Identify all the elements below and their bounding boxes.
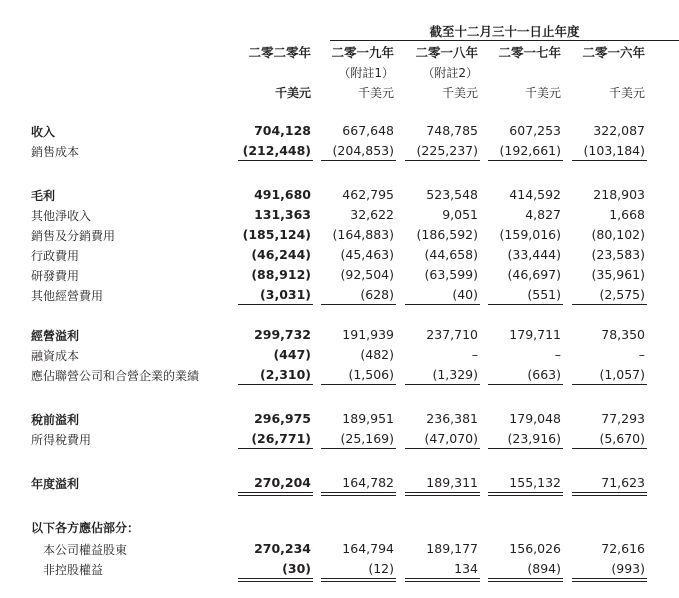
row-value: (63,599)	[424, 267, 478, 282]
row-value: (35,961)	[591, 267, 645, 282]
row-value: –	[471, 347, 478, 362]
row-value: 164,794	[342, 541, 394, 556]
total-double-rule	[321, 492, 396, 493]
row-label: 銷售成本	[31, 145, 80, 159]
total-double-rule	[572, 495, 647, 496]
total-double-rule	[572, 578, 647, 579]
row-value: –	[638, 347, 645, 362]
total-double-rule	[321, 578, 396, 579]
row-label: 研發費用	[31, 269, 80, 283]
row-value: (46,697)	[507, 267, 561, 282]
subtotal-rule	[238, 448, 313, 449]
row-label: 所得稅費用	[31, 433, 92, 447]
subtotal-rule	[405, 304, 480, 305]
row-value: (186,592)	[416, 227, 478, 242]
total-double-rule	[572, 581, 647, 582]
row-value: (40)	[452, 287, 478, 302]
row-value: (1,057)	[599, 367, 645, 382]
row-label: 非控股權益	[43, 563, 104, 577]
subtotal-rule	[405, 160, 480, 161]
subtotal-rule	[488, 448, 563, 449]
row-value: (47,070)	[424, 431, 478, 446]
row-label: 以下各方應佔部分：	[31, 521, 140, 535]
total-double-rule	[488, 581, 563, 582]
row-value: 189,951	[342, 411, 394, 426]
total-double-rule	[238, 495, 313, 496]
row-value: (103,184)	[583, 143, 645, 158]
subtotal-rule	[405, 448, 480, 449]
row-value: (46,244)	[251, 247, 311, 262]
total-double-rule	[488, 495, 563, 496]
row-value: 218,903	[593, 187, 645, 202]
total-double-rule	[238, 578, 313, 579]
row-value: 748,785	[426, 123, 478, 138]
row-value: –	[554, 347, 561, 362]
row-value: (44,658)	[424, 247, 478, 262]
total-double-rule	[238, 581, 313, 582]
row-label: 其他經營費用	[31, 289, 104, 303]
row-value: 189,177	[426, 541, 478, 556]
row-value: 164,782	[342, 475, 394, 490]
row-value: 296,975	[254, 411, 311, 426]
row-label: 年度溢利	[31, 477, 80, 491]
total-double-rule	[405, 578, 480, 579]
row-value: 77,293	[601, 411, 645, 426]
row-value: (993)	[611, 561, 645, 576]
total-double-rule	[488, 492, 563, 493]
subtotal-rule	[488, 160, 563, 161]
total-double-rule	[405, 581, 480, 582]
subtotal-rule	[238, 304, 313, 305]
row-value: 704,128	[254, 123, 311, 138]
row-label: 本公司權益股東	[43, 543, 128, 557]
row-value: 607,253	[509, 123, 561, 138]
row-value: 179,048	[509, 411, 561, 426]
subtotal-rule	[572, 448, 647, 449]
column-unit-0: 千美元	[274, 86, 311, 100]
row-value: 237,710	[426, 327, 478, 342]
row-value: 270,204	[254, 475, 311, 490]
total-double-rule	[405, 492, 480, 493]
row-value: (30)	[282, 561, 311, 576]
row-value: (225,237)	[416, 143, 478, 158]
row-value: (45,463)	[340, 247, 394, 262]
subtotal-rule	[321, 160, 396, 161]
subtotal-rule	[321, 304, 396, 305]
column-year-0: 二零二零年	[248, 45, 311, 60]
row-value: (5,670)	[599, 431, 645, 446]
row-value: 1,668	[609, 207, 645, 222]
column-note-2: （附註2）	[422, 66, 478, 80]
row-value: 131,363	[254, 207, 311, 222]
row-value: (92,504)	[340, 267, 394, 282]
row-value: (164,883)	[332, 227, 394, 242]
row-value: 4,827	[525, 207, 561, 222]
row-value: 71,623	[601, 475, 645, 490]
row-value: 78,350	[601, 327, 645, 342]
row-value: 189,311	[426, 475, 478, 490]
subtotal-rule	[321, 448, 396, 449]
row-label: 融資成本	[31, 349, 80, 363]
subtotal-rule	[572, 384, 647, 385]
column-unit-1: 千美元	[357, 86, 394, 100]
row-value: 156,026	[509, 541, 561, 556]
row-value: (204,853)	[332, 143, 394, 158]
row-value: 322,087	[593, 123, 645, 138]
row-value: (25,169)	[340, 431, 394, 446]
row-label: 收入	[31, 125, 56, 139]
row-value: 236,381	[426, 411, 478, 426]
row-label: 稅前溢利	[31, 413, 80, 427]
row-value: 299,732	[254, 327, 311, 342]
row-value: (192,661)	[499, 143, 561, 158]
row-value: (3,031)	[260, 287, 311, 302]
row-value: (23,583)	[591, 247, 645, 262]
row-value: (1,506)	[348, 367, 394, 382]
row-value: 155,132	[509, 475, 561, 490]
subtotal-rule	[321, 384, 396, 385]
row-value: (894)	[527, 561, 561, 576]
row-value: (88,912)	[251, 267, 311, 282]
row-value: (551)	[527, 287, 561, 302]
row-label: 毛利	[31, 189, 56, 203]
row-value: (12)	[368, 561, 394, 576]
row-label: 經營溢利	[31, 329, 80, 343]
row-value: 179,711	[509, 327, 561, 342]
row-value: (23,916)	[507, 431, 561, 446]
total-double-rule	[488, 578, 563, 579]
total-double-rule	[405, 495, 480, 496]
row-label: 行政費用	[31, 249, 80, 263]
subtotal-rule	[238, 384, 313, 385]
row-value: 72,616	[601, 541, 645, 556]
row-value: 32,622	[350, 207, 394, 222]
total-double-rule	[572, 492, 647, 493]
row-label: 其他淨收入	[31, 209, 92, 223]
row-value: 9,051	[442, 207, 478, 222]
column-unit-4: 千美元	[608, 86, 645, 100]
column-year-2: 二零一八年	[415, 45, 478, 60]
row-value: (1,329)	[432, 367, 478, 382]
row-value: (185,124)	[242, 227, 311, 242]
subtotal-rule	[405, 384, 480, 385]
row-value: (33,444)	[507, 247, 561, 262]
column-year-3: 二零一七年	[498, 45, 561, 60]
row-value: (2,575)	[599, 287, 645, 302]
row-value: (447)	[273, 347, 311, 362]
subtotal-rule	[488, 304, 563, 305]
row-label: 應佔聯營公司和合營企業的業績	[31, 369, 200, 383]
row-value: (628)	[360, 287, 394, 302]
total-double-rule	[238, 492, 313, 493]
row-value: (663)	[527, 367, 561, 382]
row-value: 191,939	[342, 327, 394, 342]
column-year-4: 二零一六年	[582, 45, 645, 60]
column-year-1: 二零一九年	[331, 45, 394, 60]
subtotal-rule	[488, 384, 563, 385]
row-value: 134	[454, 561, 478, 576]
row-value: 270,234	[254, 541, 311, 556]
row-value: 414,592	[509, 187, 561, 202]
row-value: (80,102)	[591, 227, 645, 242]
row-value: (212,448)	[242, 143, 311, 158]
subtotal-rule	[572, 304, 647, 305]
subtotal-rule	[238, 160, 313, 161]
column-unit-3: 千美元	[524, 86, 561, 100]
row-value: 491,680	[254, 187, 311, 202]
period-header: 截至十二月三十一日止年度	[429, 24, 580, 39]
row-label: 銷售及分銷費用	[31, 229, 116, 243]
row-value: (159,016)	[499, 227, 561, 242]
row-value: (482)	[360, 347, 394, 362]
row-value: 523,548	[426, 187, 478, 202]
column-unit-2: 千美元	[441, 86, 478, 100]
row-value: 667,648	[342, 123, 394, 138]
total-double-rule	[321, 495, 396, 496]
subtotal-rule	[572, 160, 647, 161]
period-underline	[330, 40, 679, 41]
row-value: (26,771)	[251, 431, 311, 446]
total-double-rule	[321, 581, 396, 582]
column-note-1: （附註1）	[338, 66, 394, 80]
row-value: (2,310)	[260, 367, 311, 382]
row-value: 462,795	[342, 187, 394, 202]
